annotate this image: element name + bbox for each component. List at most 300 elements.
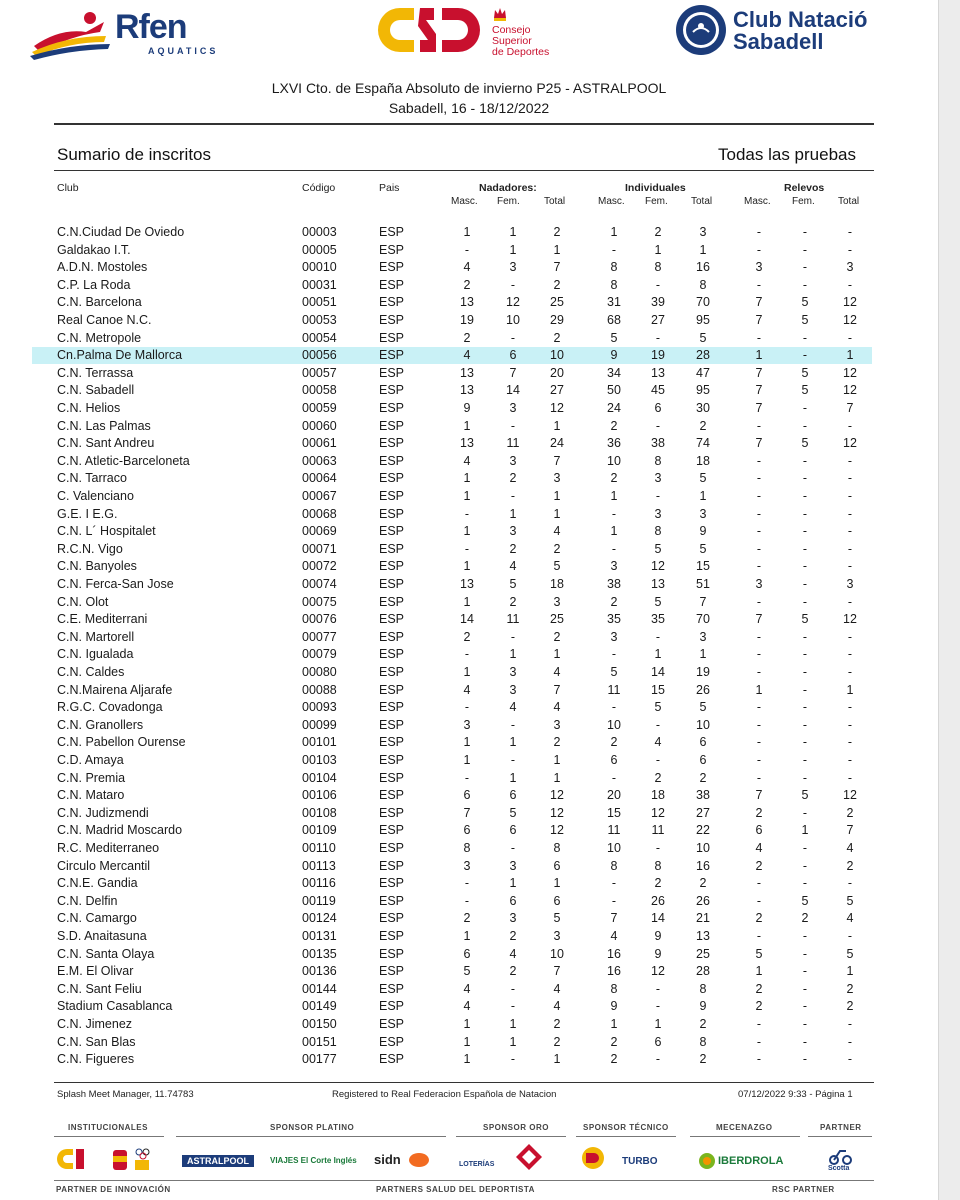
table-row xyxy=(32,805,872,822)
cell-nad-masc: 19 xyxy=(460,313,474,327)
cell-pais: ESP xyxy=(379,277,405,292)
cell-ind-total: 6 xyxy=(699,735,707,750)
cell-pais: ESP xyxy=(379,876,405,891)
sponsor-label: INSTITUCIONALES xyxy=(68,1123,148,1132)
cell-club: R.C. Mediterraneo xyxy=(57,841,160,855)
cell-rel-masc: - xyxy=(756,753,762,767)
cell-club: A.D.N. Mostoles xyxy=(57,260,148,275)
table-row xyxy=(32,858,872,875)
cell-rel-total: 3 xyxy=(846,260,854,275)
cell-ind-total: 21 xyxy=(696,911,710,926)
cell-nad-total: 27 xyxy=(550,383,564,398)
cell-nad-masc: 6 xyxy=(463,823,471,838)
cell-nad-total: 3 xyxy=(553,594,561,609)
cell-codigo: 00150 xyxy=(302,1017,337,1031)
cell-ind-fem: - xyxy=(655,489,661,503)
cell-nad-masc: - xyxy=(464,700,470,715)
cell-codigo: 00054 xyxy=(302,330,337,345)
cell-nad-fem: - xyxy=(510,841,516,855)
cell-ind-fem: 14 xyxy=(651,665,665,679)
cell-codigo: 00064 xyxy=(302,471,337,486)
cell-nad-masc: 13 xyxy=(460,577,474,591)
col-rel-masc: Masc. xyxy=(744,196,771,207)
cell-nad-fem: 1 xyxy=(509,506,517,521)
cell-ind-total: 1 xyxy=(699,489,707,503)
table-row xyxy=(32,312,872,329)
cell-club: C.E. Mediterrani xyxy=(57,612,148,627)
cell-pais: ESP xyxy=(379,823,405,838)
cell-rel-masc: - xyxy=(756,893,762,908)
cell-ind-total: 3 xyxy=(699,225,707,239)
cell-nad-total: 7 xyxy=(553,260,561,275)
cell-rel-fem: 2 xyxy=(801,911,809,926)
cell-pais: ESP xyxy=(379,453,405,468)
table-row xyxy=(32,664,872,681)
cell-nad-fem: 2 xyxy=(509,541,517,556)
cell-ind-total: 19 xyxy=(696,665,710,679)
cell-rel-masc: - xyxy=(756,629,762,644)
cell-nad-total: 18 xyxy=(550,577,564,591)
cell-codigo: 00077 xyxy=(302,629,337,644)
cell-rel-total: - xyxy=(847,700,853,715)
cell-nad-total: 2 xyxy=(553,277,561,292)
sponsor-label-bottom: PARTNER DE INNOVACIÓN xyxy=(56,1185,171,1194)
cell-nad-fem: 1 xyxy=(509,1034,517,1049)
cell-nad-total: 8 xyxy=(553,841,561,855)
cell-ind-masc: 6 xyxy=(610,753,618,767)
cell-nad-fem: 14 xyxy=(506,383,520,398)
cell-nad-masc: - xyxy=(464,242,470,257)
cell-ind-masc: - xyxy=(611,506,617,521)
cell-codigo: 00131 xyxy=(302,929,337,943)
cell-nad-masc: 1 xyxy=(463,225,471,239)
cell-rel-masc: 7 xyxy=(755,313,763,327)
cell-rel-masc: - xyxy=(756,489,762,503)
cell-nad-total: 3 xyxy=(553,471,561,486)
cell-nad-fem: - xyxy=(510,717,516,732)
cell-ind-fem: - xyxy=(655,277,661,292)
cell-club: C.N. Camargo xyxy=(57,911,137,926)
cell-codigo: 00079 xyxy=(302,647,337,662)
cell-ind-masc: 31 xyxy=(607,295,621,310)
table-row xyxy=(32,277,872,294)
cell-club: C.N. Tarraco xyxy=(57,471,127,486)
cell-nad-total: 3 xyxy=(553,929,561,943)
cell-nad-total: 12 xyxy=(550,788,564,803)
cell-codigo: 00059 xyxy=(302,401,337,415)
cell-ind-total: 16 xyxy=(696,858,710,873)
cell-club: C.N.E. Gandia xyxy=(57,876,138,891)
cell-ind-fem: 1 xyxy=(654,647,662,662)
cell-codigo: 00074 xyxy=(302,577,337,591)
cell-nad-masc: 1 xyxy=(463,1017,471,1031)
cell-codigo: 00056 xyxy=(302,348,337,363)
cell-rel-masc: - xyxy=(756,277,762,292)
cell-ind-total: 95 xyxy=(696,383,710,398)
cell-ind-masc: - xyxy=(611,242,617,257)
sponsor-label: SPONSOR ORO xyxy=(483,1123,549,1132)
cell-nad-masc: - xyxy=(464,770,470,785)
cell-pais: ESP xyxy=(379,348,405,363)
cell-ind-total: 5 xyxy=(699,471,707,486)
cell-nad-fem: 5 xyxy=(509,577,517,591)
cell-nad-total: 3 xyxy=(553,717,561,732)
cell-nad-masc: 13 xyxy=(460,383,474,398)
cell-codigo: 00068 xyxy=(302,506,337,521)
cell-ind-total: 28 xyxy=(696,348,710,363)
cell-ind-total: 10 xyxy=(696,717,710,732)
cell-nad-fem: 1 xyxy=(509,876,517,891)
cell-nad-total: 1 xyxy=(553,506,561,521)
table-row xyxy=(32,400,872,417)
col-club: Club xyxy=(57,182,79,194)
cell-ind-fem: 26 xyxy=(651,893,665,908)
cell-nad-fem: 3 xyxy=(509,524,517,539)
cell-ind-fem: - xyxy=(655,981,661,996)
cell-rel-total: - xyxy=(847,629,853,644)
cell-ind-total: 51 xyxy=(696,577,710,591)
cell-nad-fem: 3 xyxy=(509,911,517,926)
cell-nad-total: 1 xyxy=(553,418,561,433)
cell-rel-fem: - xyxy=(802,1052,808,1067)
cell-ind-total: 22 xyxy=(696,823,710,838)
table-row xyxy=(32,558,872,575)
table-row xyxy=(32,382,872,399)
cell-club: C.N.Mairena Aljarafe xyxy=(57,682,173,697)
cell-codigo: 00057 xyxy=(302,365,337,380)
cell-rel-total: 1 xyxy=(846,964,854,979)
cell-ind-fem: 45 xyxy=(651,383,665,398)
cell-ind-masc: 2 xyxy=(610,594,618,609)
cell-rel-fem: 5 xyxy=(801,295,809,310)
cell-rel-fem: 5 xyxy=(801,612,809,627)
table-row xyxy=(32,963,872,980)
cell-rel-total: 12 xyxy=(843,365,857,380)
cell-ind-fem: 3 xyxy=(654,506,662,521)
cell-codigo: 00003 xyxy=(302,225,337,239)
cell-ind-total: 38 xyxy=(696,788,710,803)
cell-ind-fem: - xyxy=(655,717,661,732)
cell-rel-total: - xyxy=(847,524,853,539)
cell-rel-fem: - xyxy=(802,506,808,521)
cell-club: C.N. Banyoles xyxy=(57,559,137,574)
cell-codigo: 00005 xyxy=(302,242,337,257)
cell-club: C.N. Caldes xyxy=(57,665,125,679)
cell-nad-fem: 3 xyxy=(509,260,517,275)
cell-nad-masc: 1 xyxy=(463,735,471,750)
cell-pais: ESP xyxy=(379,541,405,556)
cell-codigo: 00103 xyxy=(302,753,337,767)
cell-pais: ESP xyxy=(379,929,405,943)
cell-nad-total: 29 xyxy=(550,313,564,327)
cell-rel-masc: 7 xyxy=(755,788,763,803)
cell-nad-fem: 11 xyxy=(506,436,520,451)
cell-rel-total: 3 xyxy=(846,577,854,591)
cell-ind-masc: 5 xyxy=(610,330,618,345)
cell-nad-masc: 1 xyxy=(463,471,471,486)
col-rel-total: Total xyxy=(838,196,860,207)
cell-rel-total: - xyxy=(847,330,853,345)
cell-nad-total: 25 xyxy=(550,295,564,310)
table-row xyxy=(32,330,872,347)
cell-nad-total: 25 xyxy=(550,612,564,627)
cell-nad-fem: 1 xyxy=(509,1017,517,1031)
table-row xyxy=(32,928,872,945)
cell-rel-fem: - xyxy=(802,647,808,662)
cell-rel-total: - xyxy=(847,242,853,257)
table-row xyxy=(32,875,872,892)
cell-nad-fem: 4 xyxy=(509,559,517,574)
cell-ind-total: 74 xyxy=(696,436,710,451)
cell-ind-total: 26 xyxy=(696,682,710,697)
cell-rel-total: 12 xyxy=(843,313,857,327)
cell-pais: ESP xyxy=(379,242,405,257)
cell-nad-fem: - xyxy=(510,277,516,292)
cell-pais: ESP xyxy=(379,964,405,979)
cell-rel-total: 12 xyxy=(843,436,857,451)
cell-nad-masc: 2 xyxy=(463,911,471,926)
cell-nad-total: 6 xyxy=(553,893,561,908)
cell-nad-masc: 4 xyxy=(463,453,471,468)
cell-codigo: 00104 xyxy=(302,770,337,785)
cell-club: C.N. Igualada xyxy=(57,647,134,662)
cell-ind-fem: 13 xyxy=(651,577,665,591)
cell-pais: ESP xyxy=(379,524,405,539)
cell-club: C.N. Jimenez xyxy=(57,1017,133,1031)
sponsor-oro-mark-icon xyxy=(514,1142,544,1172)
cell-club: G.E. I E.G. xyxy=(57,506,118,521)
cell-rel-fem: 5 xyxy=(801,313,809,327)
cell-ind-masc: 8 xyxy=(610,277,618,292)
cell-nad-masc: 13 xyxy=(460,365,474,380)
cell-pais: ESP xyxy=(379,841,405,855)
cell-rel-fem: - xyxy=(802,629,808,644)
cell-nad-total: 2 xyxy=(553,225,561,239)
cell-pais: ESP xyxy=(379,788,405,803)
cell-nad-total: 7 xyxy=(553,964,561,979)
title-rule xyxy=(54,123,874,125)
col-individuales: Individuales xyxy=(625,182,686,194)
cell-rel-fem: - xyxy=(802,665,808,679)
cell-nad-masc: 4 xyxy=(463,981,471,996)
cell-ind-masc: 8 xyxy=(610,858,618,873)
sponsor-label: SPONSOR PLATINO xyxy=(270,1123,355,1132)
cell-ind-fem: - xyxy=(655,753,661,767)
cell-nad-fem: 3 xyxy=(509,665,517,679)
cell-ind-fem: 19 xyxy=(651,348,665,363)
cell-rel-total: - xyxy=(847,418,853,433)
cell-ind-fem: 15 xyxy=(651,682,665,697)
cell-nad-total: 1 xyxy=(553,770,561,785)
cell-pais: ESP xyxy=(379,313,405,327)
cell-rel-total: - xyxy=(847,753,853,767)
cell-rel-masc: - xyxy=(756,418,762,433)
cell-ind-fem: 39 xyxy=(651,295,665,310)
cell-club: C.N. Mataro xyxy=(57,788,125,803)
cell-codigo: 00106 xyxy=(302,788,337,803)
table-row xyxy=(32,893,872,910)
cell-ind-masc: 1 xyxy=(610,489,618,503)
cell-nad-fem: 6 xyxy=(509,788,517,803)
cell-club: C.N. Sabadell xyxy=(57,383,135,398)
cell-rel-total: - xyxy=(847,541,853,556)
cell-rel-fem: - xyxy=(802,260,808,275)
cell-nad-total: 4 xyxy=(553,700,561,715)
cell-rel-fem: - xyxy=(802,717,808,732)
cell-rel-total: - xyxy=(847,1052,853,1067)
cell-codigo: 00177 xyxy=(302,1052,337,1067)
cell-rel-masc: 1 xyxy=(755,682,763,697)
cell-rel-masc: 4 xyxy=(755,841,763,855)
cell-ind-fem: 27 xyxy=(651,313,665,327)
cell-nad-masc: 4 xyxy=(463,999,471,1014)
cell-rel-fem: - xyxy=(802,225,808,239)
cell-rel-masc: 1 xyxy=(755,964,763,979)
cell-codigo: 00119 xyxy=(302,893,336,908)
cell-ind-masc: 34 xyxy=(607,365,621,380)
cell-rel-fem: - xyxy=(802,964,808,979)
cell-ind-total: 7 xyxy=(699,594,707,609)
cell-ind-fem: 35 xyxy=(651,612,665,627)
cell-pais: ESP xyxy=(379,577,405,591)
cell-rel-fem: - xyxy=(802,858,808,873)
footer-date-page: 07/12/2022 9:33 - Página 1 xyxy=(738,1089,853,1100)
cell-ind-total: 8 xyxy=(699,277,707,292)
cell-nad-masc: 3 xyxy=(463,858,471,873)
cell-nad-masc: 1 xyxy=(463,524,471,539)
cell-ind-fem: - xyxy=(655,418,661,433)
cell-nad-fem: 4 xyxy=(509,700,517,715)
cell-club: C.N. Figueres xyxy=(57,1052,135,1067)
cell-ind-masc: 36 xyxy=(607,436,621,451)
cell-rel-masc: - xyxy=(756,225,762,239)
cell-pais: ESP xyxy=(379,893,405,908)
iberdrola-leaf-icon xyxy=(698,1152,716,1170)
rfen-wordmark: Rfen xyxy=(115,8,187,46)
cell-pais: ESP xyxy=(379,911,405,926)
cell-nad-masc: 6 xyxy=(463,946,471,961)
col-ind-total: Total xyxy=(691,196,713,207)
cell-nad-fem: 10 xyxy=(506,313,520,327)
cell-codigo: 00108 xyxy=(302,805,337,820)
cell-rel-total: - xyxy=(847,453,853,468)
cell-club: C.N. Las Palmas xyxy=(57,418,151,433)
cell-rel-fem: - xyxy=(802,401,808,415)
cell-ind-fem: 2 xyxy=(654,770,662,785)
col-rel-fem: Fem. xyxy=(792,196,815,207)
cell-rel-masc: - xyxy=(756,1052,762,1067)
cell-rel-fem: - xyxy=(802,541,808,556)
cell-ind-masc: 1 xyxy=(610,524,618,539)
cns-logo xyxy=(675,4,905,60)
cell-ind-fem: 1 xyxy=(654,242,662,257)
cell-ind-masc: 16 xyxy=(607,964,621,979)
right-scroll-strip xyxy=(938,0,960,1200)
cell-nad-fem: 1 xyxy=(509,225,517,239)
cell-nad-masc: 3 xyxy=(463,717,471,732)
cell-rel-total: - xyxy=(847,489,853,503)
cell-ind-fem: - xyxy=(655,999,661,1014)
cell-rel-masc: 2 xyxy=(755,911,763,926)
cell-nad-fem: 3 xyxy=(509,682,517,697)
cell-pais: ESP xyxy=(379,383,405,398)
cell-nad-total: 2 xyxy=(553,330,561,345)
cell-pais: ESP xyxy=(379,418,405,433)
table-row xyxy=(32,242,872,259)
table-row xyxy=(32,347,872,364)
cell-ind-fem: 13 xyxy=(651,365,665,380)
footer-rule xyxy=(54,1082,874,1083)
cell-nad-total: 2 xyxy=(553,735,561,750)
cell-ind-masc: 11 xyxy=(607,682,621,697)
table-row xyxy=(32,259,872,276)
cell-nad-fem: 6 xyxy=(509,348,517,363)
cell-nad-fem: 1 xyxy=(509,647,517,662)
cell-pais: ESP xyxy=(379,858,405,873)
cell-rel-total: - xyxy=(847,225,853,239)
cell-pais: ESP xyxy=(379,700,405,715)
cell-rel-masc: - xyxy=(756,330,762,345)
cell-ind-total: 18 xyxy=(696,453,710,468)
cell-rel-fem: - xyxy=(802,700,808,715)
cell-nad-total: 4 xyxy=(553,999,561,1014)
cell-nad-total: 7 xyxy=(553,682,561,697)
cell-club: C.N. Helios xyxy=(57,401,121,415)
cell-ind-total: 15 xyxy=(696,559,710,574)
sidn-logo: sidn xyxy=(374,1152,401,1167)
cell-ind-fem: 9 xyxy=(654,929,662,943)
cell-rel-total: - xyxy=(847,876,853,891)
cell-club: C.N.Ciudad De Oviedo xyxy=(57,225,185,239)
cell-nad-fem: 2 xyxy=(509,471,517,486)
cell-rel-fem: - xyxy=(802,330,808,345)
table-row xyxy=(32,418,872,435)
cell-club: C.N. Delfin xyxy=(57,893,118,908)
cell-club: C.N. Santa Olaya xyxy=(57,946,155,961)
cell-ind-total: 9 xyxy=(699,999,707,1014)
cell-nad-masc: - xyxy=(464,876,470,891)
cell-nad-masc: - xyxy=(464,893,470,908)
cell-club: C.N. Atletic-Barceloneta xyxy=(57,453,190,468)
cell-nad-total: 10 xyxy=(550,348,564,363)
table-row xyxy=(32,294,872,311)
cell-codigo: 00069 xyxy=(302,524,337,539)
cell-rel-total: 5 xyxy=(846,946,854,961)
cell-rel-masc: - xyxy=(756,524,762,539)
cell-ind-masc: 2 xyxy=(610,1052,618,1067)
cell-club: Stadium Casablanca xyxy=(57,999,173,1014)
cell-rel-masc: - xyxy=(756,453,762,468)
cell-pais: ESP xyxy=(379,295,405,310)
cell-rel-total: 7 xyxy=(846,401,854,415)
cell-pais: ESP xyxy=(379,330,405,345)
cell-rel-masc: - xyxy=(756,876,762,891)
cell-nad-masc: 1 xyxy=(463,929,471,943)
cell-nad-fem: 2 xyxy=(509,594,517,609)
cell-rel-total: - xyxy=(847,929,853,943)
cell-nad-total: 1 xyxy=(553,753,561,767)
cell-ind-fem: 5 xyxy=(654,700,662,715)
cell-rel-total: 12 xyxy=(843,788,857,803)
cell-ind-total: 2 xyxy=(699,770,707,785)
cell-rel-fem: - xyxy=(802,981,808,996)
cell-club: C.N. Ferca-San Jose xyxy=(57,577,174,591)
cell-nad-masc: 1 xyxy=(463,489,471,503)
cell-nad-masc: 2 xyxy=(463,277,471,292)
cell-rel-masc: - xyxy=(756,735,762,750)
cell-rel-fem: - xyxy=(802,805,808,820)
cell-rel-fem: - xyxy=(802,946,808,961)
